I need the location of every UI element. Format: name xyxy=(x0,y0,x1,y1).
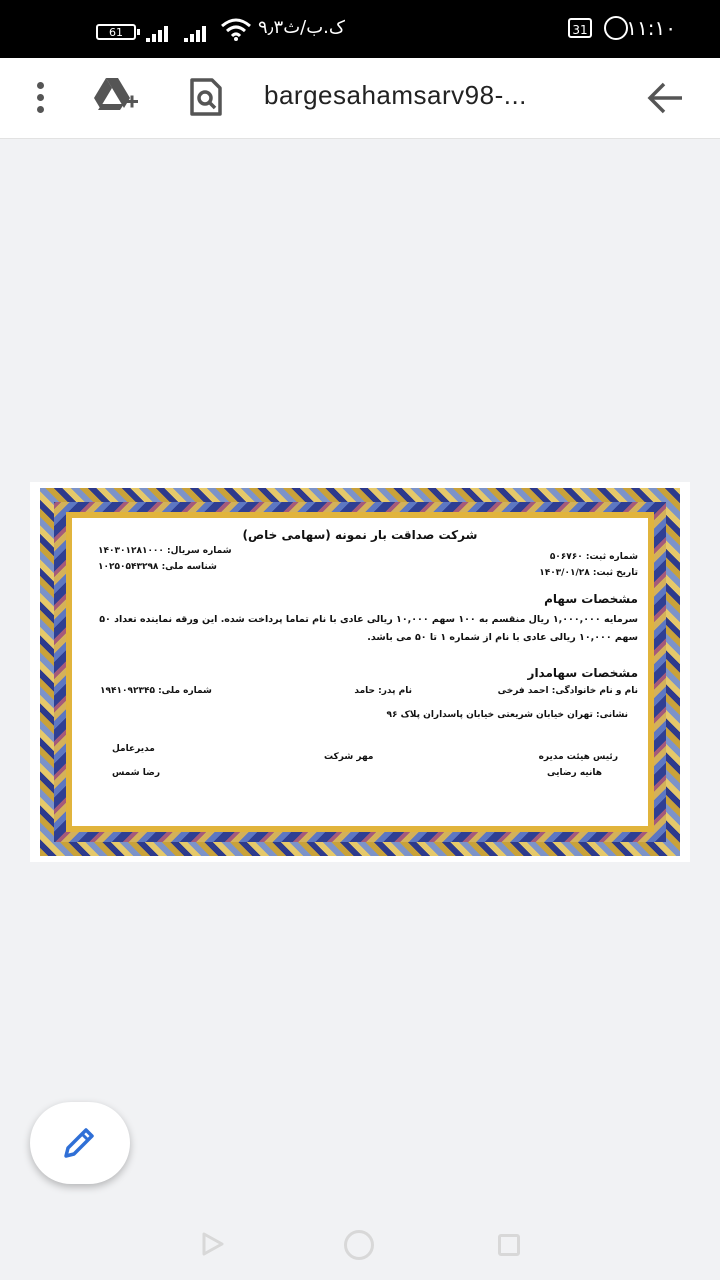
notification-app-icon xyxy=(604,16,628,40)
share-text-line-1: سرمایه ۱,۰۰۰,۰۰۰ ریال منقسم به ۱۰۰ سهم ۱۰,۰۰۰ ریالی عادی با نام تماما پرداخت شده. این ورقه نماینده تعداد ۵۰ xyxy=(99,614,638,625)
registration-date: تاریخ ثبت: ۱۴۰۳/۰۱/۲۸ xyxy=(539,568,638,578)
battery-icon xyxy=(96,24,136,40)
holder-address: نشانی: تهران خیابان شریعتی خیابان پاسداران پلاک ۹۶ xyxy=(386,710,628,720)
company-national-id: شناسه ملی: ۱۰۲۵۰۵۴۳۲۹۸ xyxy=(98,562,217,572)
nav-back-icon[interactable] xyxy=(200,1232,224,1256)
wifi-icon xyxy=(220,18,252,42)
top-app-bar xyxy=(0,58,720,139)
battery-level: 61 xyxy=(109,26,123,39)
document-title: bargesahamsarv98-... xyxy=(264,80,527,110)
more-vert-icon[interactable] xyxy=(30,78,52,118)
share-heading: مشخصات سهام xyxy=(544,592,638,606)
holder-national-id: شماره ملی: ۱۹۴۱۰۹۲۳۴۵ xyxy=(100,686,212,696)
board-chair-name: هانیه رضایی xyxy=(546,768,602,778)
nav-recents-icon[interactable] xyxy=(498,1234,520,1256)
holder-heading: مشخصات سهامدار xyxy=(527,666,638,680)
serial-number: شماره سریال: ۱۴۰۳۰۱۲۸۱۰۰۰ xyxy=(98,546,232,556)
network-speed: ۹٫۳ک.ب/ث xyxy=(258,17,345,38)
document-page[interactable] xyxy=(30,482,690,862)
ceo-name: رضا شمس xyxy=(112,768,160,778)
edit-pencil-icon xyxy=(62,1126,98,1160)
calendar-icon xyxy=(568,18,592,38)
holder-name: نام و نام خانوادگی: احمد فرخی xyxy=(497,686,638,696)
clock: ۱۱:۱۰ xyxy=(626,16,676,40)
find-in-page-icon[interactable] xyxy=(186,76,226,118)
ceo-title: مدیرعامل xyxy=(112,744,155,754)
status-bar xyxy=(0,0,720,58)
board-chair-title: رئیس هیئت مدیره xyxy=(538,752,618,762)
holder-father-name: نام پدر: حامد xyxy=(354,686,412,696)
share-certificate xyxy=(78,524,642,820)
nav-home-icon[interactable] xyxy=(344,1230,374,1260)
signal-icon-2 xyxy=(184,24,214,42)
arrow-back-icon[interactable] xyxy=(646,80,686,116)
certificate-frame xyxy=(66,512,654,832)
company-seal-label: مهر شرکت xyxy=(324,752,374,762)
add-to-drive-icon[interactable] xyxy=(92,76,138,116)
signal-icon xyxy=(146,24,176,42)
share-text-line-2: سهم ۱۰,۰۰۰ ریالی عادی با نام از شماره ۱ تا ۵۰ می باشد. xyxy=(367,632,638,643)
registration-number: شماره ثبت: ۵۰۶۷۶۰ xyxy=(549,552,638,562)
edit-fab[interactable] xyxy=(30,1102,130,1184)
company-name: شرکت صداقت بار نمونه (سهامی خاص) xyxy=(242,528,478,542)
calendar-day: 31 xyxy=(572,23,588,37)
